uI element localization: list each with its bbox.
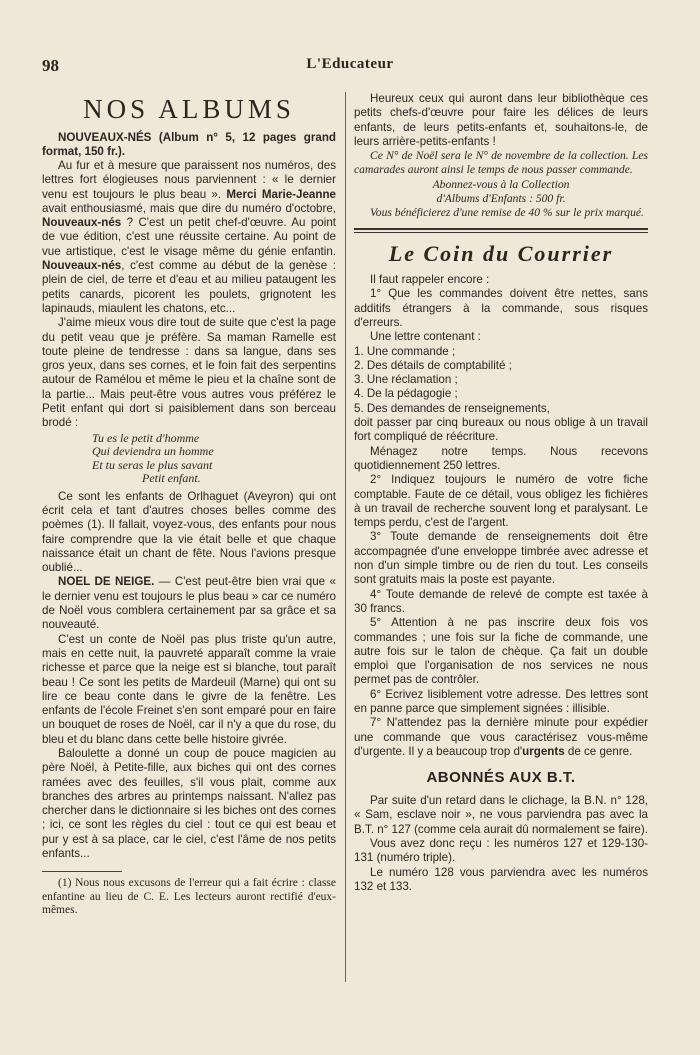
- running-title: L'Educateur: [306, 56, 394, 72]
- paragraph: Vous bénéficierez d'une remise de 40 % sur le prix marqué.: [370, 205, 644, 219]
- letter-list: [354, 345, 648, 416]
- paragraph: 4° Toute demande de relevé de compte est taxée à 30 francs.: [354, 587, 648, 615]
- footnote: (1) Nous nous excusons de l'erreur qui a fait écrire : classe enfantine au lieu de C. E. Les lecteurs auront rectifié d'eux-mêmes.: [42, 877, 336, 917]
- paragraph: Heureux ceux qui auront dans leur bibliothèque ces petits chefs-d'œuvre pour faire les délices de leurs enfants, de leurs petits-enfants et, souhaitons-le, de leurs arrière-petits-enfants !: [354, 92, 648, 148]
- poem: [42, 432, 336, 486]
- section-title-bt: ABONNÉS AUX B.T.: [426, 769, 576, 787]
- paragraph: 2° Indiquez toujours le numéro de votre fiche comptable. Faute de ce détail, vous obligez les fichières à un travail de recherche souvent long et paralysant. Le temps perdu, c'est de l'argent.: [354, 473, 648, 530]
- paragraph: 7° N'attendez pas la dernière minute pour expédier une commande que vous caractérisez vous-même d'urgente. Il y a beaucoup trop d'urgents de ce genre.: [354, 716, 648, 758]
- page-header: [42, 52, 658, 90]
- poem-line: Petit enfant.: [142, 471, 201, 486]
- subhead-nouveaux-nes: NOUVEAUX-NÉS (Album n° 5, 12 pages grand format, 150 fr.).: [42, 131, 336, 158]
- list-item: 4. De la pédagogie ;: [354, 387, 458, 401]
- paragraph: Ce N° de Noël sera le N° de novembre de la collection. Les camarades auront ainsi le temps de nous passer commande.: [354, 149, 648, 177]
- list-item: 3. Une réclamation ;: [354, 373, 458, 387]
- section-title-courrier: Le Coin du Courrier: [388, 241, 614, 267]
- discount-note: [354, 206, 648, 220]
- paragraph: Il faut rappeler encore :: [370, 273, 490, 287]
- paragraph: C'est un conte de Noël pas plus triste qu'un autre, mais en cette nuit, la pauvreté apparaît comme la vraie richesse et parce que la neige est si blanche, tout paraît beau ! Ce sont les petits de Mardeuil (Marne) qui ont su lire ce beau conte dans le givre de la fenêtre. Les enfants de l'école Freinet s'en sont emparé pour en faire un bouquet de roses de Noël, car il n'y a que du rose, du bleu et du blanc dans cette belle histoire givrée.: [42, 632, 336, 746]
- paragraph: 6° Ecrivez lisiblement votre adresse. Des lettres sont en panne parce que simplement signées : illisible.: [354, 687, 648, 715]
- subscribe-line: d'Albums d'Enfants : 500 fr.: [436, 191, 566, 205]
- section-title-albums: NOS ALBUMS: [83, 94, 295, 124]
- left-column: [42, 92, 336, 918]
- subscribe-line: Abonnez-vous à la Collection: [432, 177, 570, 191]
- article-columns: [42, 92, 648, 992]
- paragraph: doit passer par cinq bureaux ou nous oblige à un travail fort compliqué de réécriture.: [354, 416, 648, 444]
- section-divider: [354, 228, 648, 233]
- right-column: [354, 92, 648, 894]
- list-item: 5. Des demandes de renseignements,: [354, 401, 550, 415]
- paragraph: 1° Que les commandes doivent être nettes, sans additifs étrangers à la commande, sous risques d'erreurs.: [354, 287, 648, 329]
- paragraph: J'aime mieux vous dire tout de suite que c'est la page du petit veau que je préfère. Sa maman Ramelle est toute pleine de tendresse : dans sa langue, dans ses gros yeux, dans ses cornes, et le foin fait des serpentins autour de Ramélou et même le pieu et la chaîne sont de la partie... Mais peut-être vous autres vous préférez le Petit enfant qui dort si paisiblement dans son berceau brodé :: [42, 316, 336, 430]
- page-number: 98: [42, 56, 59, 75]
- poem-line: Tu es le petit d'homme: [92, 430, 200, 445]
- paragraph: 5° Attention à ne pas inscrire deux fois vos commandes ; une fois sur la fiche de commande, une autre fois sur le talon de chèque. Ça fait un double emploi que l'organisation de nos services ne nous permet pas de contrôler.: [354, 616, 648, 687]
- paragraph: Une lettre contenant :: [370, 330, 481, 344]
- paragraph: Ce sont les enfants de Orlhaguet (Aveyron) qui ont écrit cela et tant d'autres choses belles comme des poèmes (1). Il fallait, voyez-vous, des enfants pour nous faire comprendre que la vie était belle et que chaque naissance était un chant de fête. Nous l'avions presque oublié...: [42, 489, 336, 575]
- paragraph: Ménagez notre temps. Nous recevons quotidiennement 250 lettres.: [354, 444, 648, 472]
- paragraph: Le numéro 128 vous parviendra avec les numéros 132 et 133.: [354, 865, 648, 893]
- list-item: 2. Des détails de comptabilité ;: [354, 358, 512, 372]
- paragraph: Vous avez donc reçu : les numéros 127 et 129-130-131 (numéro triple).: [354, 837, 648, 865]
- paragraph: NOEL DE NEIGE. — C'est peut-être bien vrai que « le dernier venu est toujours le plus beau » car ce numéro de Noël vous comblera certainement par sa grâce et sa nouveauté.: [42, 575, 336, 632]
- list-item: 1. Une commande ;: [354, 344, 456, 358]
- paragraph: Baloulette a donné un coup de pouce magicien au père Noël, à Petite-fille, aux biches qui ont des cornes ramées avec des feuilles, s'il vous plait, comme aux branches des arbres au printemps naissant. N'allez pas chercher dans le dictionnaire si les biches ont des cornes ; ici, ce sont les règles du ciel : tout ce qui est beau et pur y est à sa place, car le ciel, c'est l'âme de nos petits enfants...: [42, 746, 336, 861]
- poem-line: Et tu seras le plus savant: [92, 457, 213, 472]
- footnote-divider: [42, 871, 122, 872]
- paragraph: 3° Toute demande de renseignements doit être accompagnée d'une enveloppe timbrée avec adresse et non d'un simple timbre ou de rien du tout. Les conseils sont gratuits mais la poste est payante.: [354, 530, 648, 587]
- noel-note: [354, 149, 648, 178]
- column-divider: [345, 92, 346, 982]
- paragraph: Au fur et à mesure que paraissent nos numéros, des lettres fort élogieuses nous parviennent : « le dernier venu est toujours le plus beau ». Merci Marie-Jeanne avait enthousiasmé, mais que dire du numéro d'octobre, Nouveaux-nés ? C'est un petit chef-d'œuvre. Au point de vue édition, c'est une réussite certaine. Au point de vue artistique, c'est le visage même du génie enfantin. Nouveaux-nés, c'est comme au début de la genèse : plein de ciel, de terre et d'eau et au milieu pataugent les petits canards, picorent les poulets, grignotent les lapinauds, miaulent les chatons, etc...: [42, 159, 336, 315]
- paragraph: Par suite d'un retard dans le clichage, la B.N. n° 128, « Sam, esclave noir », ne vous parviendra pas avec la B.T. n° 127 (comme cela aurait dû normalement se faire).: [354, 794, 648, 836]
- poem-line: Qui deviendra un homme: [92, 444, 214, 459]
